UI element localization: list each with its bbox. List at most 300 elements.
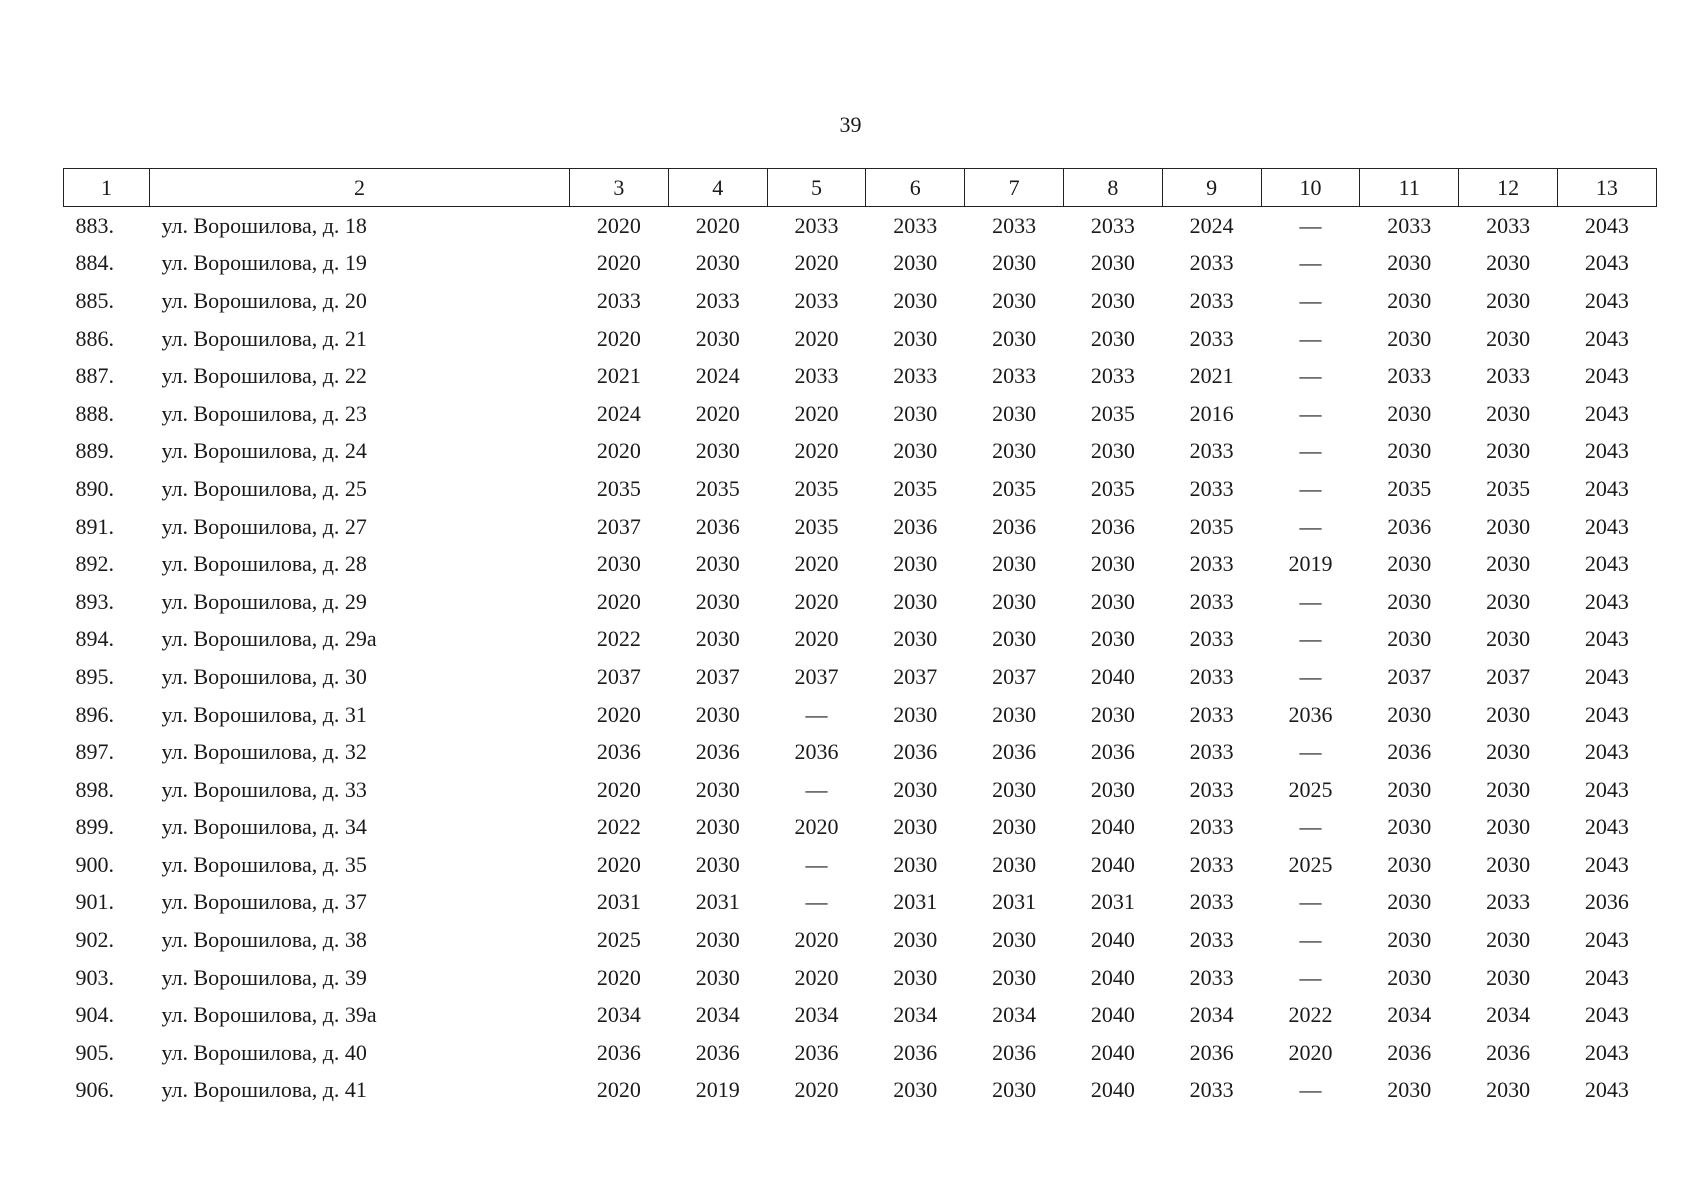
year-cell-col-10: 2022 bbox=[1288, 1002, 1333, 1028]
table-row bbox=[64, 245, 1657, 283]
year-cell-col-3: 2020 bbox=[596, 325, 641, 351]
table-row bbox=[64, 809, 1657, 847]
year-cell-col-9: 2033 bbox=[1189, 776, 1234, 802]
year-cell-col-3: 2020 bbox=[596, 438, 641, 464]
address-cell: ул. Ворошилова, д. 28 bbox=[161, 551, 367, 577]
year-cell-col-8: 2040 bbox=[1090, 663, 1135, 689]
year-cell-col-7: 2030 bbox=[992, 776, 1037, 802]
repair-schedule-table bbox=[63, 168, 1657, 1109]
year-cell-col-7: 2030 bbox=[992, 851, 1037, 877]
table-row bbox=[64, 508, 1657, 546]
year-cell-col-13: 2043 bbox=[1584, 1077, 1629, 1103]
year-cell-col-7: 2030 bbox=[992, 588, 1037, 614]
year-cell-col-4: 2030 bbox=[695, 626, 740, 652]
year-cell-col-13: 2043 bbox=[1584, 964, 1629, 990]
row-number-cell: 884. bbox=[75, 250, 114, 276]
year-cell-col-9: 2033 bbox=[1189, 663, 1234, 689]
row-number-cell: 897. bbox=[75, 739, 114, 765]
year-cell-col-3: 2037 bbox=[596, 663, 641, 689]
year-cell-col-8: 2035 bbox=[1090, 475, 1135, 501]
year-cell-col-8: 2030 bbox=[1090, 438, 1135, 464]
year-cell-col-5: — bbox=[805, 701, 828, 727]
year-cell-col-12: 2033 bbox=[1486, 889, 1531, 915]
year-cell-col-8: 2040 bbox=[1090, 927, 1135, 953]
year-cell-col-11: 2030 bbox=[1387, 889, 1432, 915]
year-cell-col-6: 2030 bbox=[893, 1077, 938, 1103]
year-cell-col-4: 2020 bbox=[695, 212, 740, 238]
year-cell-col-6: 2030 bbox=[893, 927, 938, 953]
year-cell-col-7: 2030 bbox=[992, 325, 1037, 351]
table-row bbox=[64, 696, 1657, 734]
year-cell-col-6: 2034 bbox=[893, 1002, 938, 1028]
year-cell-col-11: 2036 bbox=[1387, 1039, 1432, 1065]
row-number-cell: 895. bbox=[75, 663, 114, 689]
year-cell-col-12: 2030 bbox=[1486, 739, 1531, 765]
year-cell-col-8: 2030 bbox=[1090, 626, 1135, 652]
address-cell: ул. Ворошилова, д. 21 bbox=[161, 325, 367, 351]
year-cell-col-3: 2022 bbox=[596, 626, 641, 652]
year-cell-col-10: 2019 bbox=[1288, 551, 1333, 577]
year-cell-col-13: 2043 bbox=[1584, 513, 1629, 539]
column-header-7: 7 bbox=[965, 169, 1064, 207]
year-cell-col-8: 2036 bbox=[1090, 513, 1135, 539]
row-number-cell: 887. bbox=[75, 363, 114, 389]
table-row bbox=[64, 1034, 1657, 1072]
year-cell-col-8: 2033 bbox=[1090, 363, 1135, 389]
year-cell-col-7: 2036 bbox=[992, 739, 1037, 765]
address-cell: ул. Ворошилова, д. 23 bbox=[161, 400, 367, 426]
year-cell-col-8: 2033 bbox=[1090, 212, 1135, 238]
year-cell-col-6: 2030 bbox=[893, 287, 938, 313]
year-cell-col-7: 2033 bbox=[992, 363, 1037, 389]
year-cell-col-12: 2030 bbox=[1486, 438, 1531, 464]
year-cell-col-3: 2024 bbox=[596, 400, 641, 426]
address-cell: ул. Ворошилова, д. 41 bbox=[161, 1077, 367, 1103]
year-cell-col-11: 2030 bbox=[1387, 776, 1432, 802]
year-cell-col-6: 2036 bbox=[893, 513, 938, 539]
year-cell-col-11: 2030 bbox=[1387, 438, 1432, 464]
year-cell-col-12: 2030 bbox=[1486, 927, 1531, 953]
year-cell-col-6: 2031 bbox=[893, 889, 938, 915]
address-cell: ул. Ворошилова, д. 22 bbox=[161, 363, 367, 389]
year-cell-col-12: 2030 bbox=[1486, 588, 1531, 614]
year-cell-col-8: 2030 bbox=[1090, 250, 1135, 276]
year-cell-col-5: — bbox=[805, 889, 828, 915]
year-cell-col-6: 2030 bbox=[893, 701, 938, 727]
table-row bbox=[64, 395, 1657, 433]
year-cell-col-5: 2020 bbox=[794, 400, 839, 426]
year-cell-col-7: 2030 bbox=[992, 400, 1037, 426]
address-cell: ул. Ворошилова, д. 29 bbox=[161, 588, 367, 614]
year-cell-col-3: 2021 bbox=[596, 363, 641, 389]
year-cell-col-3: 2025 bbox=[596, 927, 641, 953]
year-cell-col-7: 2030 bbox=[992, 1077, 1037, 1103]
year-cell-col-12: 2033 bbox=[1486, 212, 1531, 238]
year-cell-col-9: 2033 bbox=[1189, 588, 1234, 614]
column-header-3: 3 bbox=[570, 169, 669, 207]
year-cell-col-10: — bbox=[1299, 438, 1322, 464]
year-cell-col-5: 2035 bbox=[794, 475, 839, 501]
year-cell-col-11: 2030 bbox=[1387, 626, 1432, 652]
table-row bbox=[64, 433, 1657, 471]
year-cell-col-4: 2030 bbox=[695, 551, 740, 577]
address-cell: ул. Ворошилова, д. 35 bbox=[161, 851, 367, 877]
year-cell-col-13: 2043 bbox=[1584, 739, 1629, 765]
year-cell-col-8: 2030 bbox=[1090, 701, 1135, 727]
year-cell-col-13: 2043 bbox=[1584, 212, 1629, 238]
row-number-cell: 900. bbox=[75, 851, 114, 877]
page-number: 39 bbox=[839, 112, 862, 137]
year-cell-col-9: 2033 bbox=[1189, 889, 1234, 915]
year-cell-col-10: 2036 bbox=[1288, 701, 1333, 727]
row-number-cell: 889. bbox=[75, 438, 114, 464]
year-cell-col-12: 2030 bbox=[1486, 551, 1531, 577]
year-cell-col-5: 2033 bbox=[794, 363, 839, 389]
year-cell-col-8: 2040 bbox=[1090, 1002, 1135, 1028]
year-cell-col-6: 2033 bbox=[893, 212, 938, 238]
row-number-cell: 905. bbox=[75, 1039, 114, 1065]
year-cell-col-6: 2030 bbox=[893, 626, 938, 652]
column-header-12: 12 bbox=[1459, 169, 1558, 207]
address-cell: ул. Ворошилова, д. 38 bbox=[161, 927, 367, 953]
year-cell-col-5: 2020 bbox=[794, 438, 839, 464]
year-cell-col-7: 2030 bbox=[992, 250, 1037, 276]
table-row bbox=[64, 846, 1657, 884]
column-header-8: 8 bbox=[1063, 169, 1162, 207]
year-cell-col-9: 2033 bbox=[1189, 964, 1234, 990]
table-row bbox=[64, 621, 1657, 659]
year-cell-col-13: 2043 bbox=[1584, 776, 1629, 802]
year-cell-col-3: 2020 bbox=[596, 250, 641, 276]
year-cell-col-13: 2043 bbox=[1584, 400, 1629, 426]
year-cell-col-3: 2036 bbox=[596, 1039, 641, 1065]
year-cell-col-3: 2035 bbox=[596, 475, 641, 501]
year-cell-col-13: 2043 bbox=[1584, 851, 1629, 877]
year-cell-col-12: 2030 bbox=[1486, 851, 1531, 877]
table-row bbox=[64, 771, 1657, 809]
year-cell-col-12: 2030 bbox=[1486, 701, 1531, 727]
year-cell-col-10: — bbox=[1299, 363, 1322, 389]
year-cell-col-11: 2030 bbox=[1387, 400, 1432, 426]
address-cell: ул. Ворошилова, д. 39 bbox=[161, 964, 367, 990]
year-cell-col-5: — bbox=[805, 851, 828, 877]
table-row bbox=[64, 357, 1657, 395]
year-cell-col-13: 2043 bbox=[1584, 250, 1629, 276]
year-cell-col-3: 2020 bbox=[596, 1077, 641, 1103]
address-cell: ул. Ворошилова, д. 37 bbox=[161, 889, 367, 915]
year-cell-col-9: 2033 bbox=[1189, 851, 1234, 877]
address-cell: ул. Ворошилова, д. 24 bbox=[161, 438, 367, 464]
year-cell-col-13: 2043 bbox=[1584, 438, 1629, 464]
year-cell-col-3: 2022 bbox=[596, 814, 641, 840]
year-cell-col-9: 2033 bbox=[1189, 814, 1234, 840]
column-header-2: 2 bbox=[150, 169, 570, 207]
year-cell-col-3: 2031 bbox=[596, 889, 641, 915]
year-cell-col-6: 2030 bbox=[893, 588, 938, 614]
column-header-11: 11 bbox=[1360, 169, 1459, 207]
year-cell-col-10: — bbox=[1299, 663, 1322, 689]
address-cell: ул. Ворошилова, д. 34 bbox=[161, 814, 367, 840]
year-cell-col-5: 2020 bbox=[794, 1077, 839, 1103]
header-row bbox=[64, 169, 1657, 207]
year-cell-col-4: 2037 bbox=[695, 663, 740, 689]
year-cell-col-10: 2020 bbox=[1288, 1039, 1333, 1065]
address-cell: ул. Ворошилова, д. 40 bbox=[161, 1039, 367, 1065]
year-cell-col-4: 2030 bbox=[695, 325, 740, 351]
year-cell-col-10: 2025 bbox=[1288, 851, 1333, 877]
year-cell-col-6: 2030 bbox=[893, 851, 938, 877]
row-number-cell: 906. bbox=[75, 1077, 114, 1103]
year-cell-col-6: 2030 bbox=[893, 964, 938, 990]
address-cell: ул. Ворошилова, д. 19 bbox=[161, 250, 367, 276]
year-cell-col-4: 2036 bbox=[695, 513, 740, 539]
year-cell-col-8: 2035 bbox=[1090, 400, 1135, 426]
year-cell-col-9: 2033 bbox=[1189, 927, 1234, 953]
year-cell-col-11: 2030 bbox=[1387, 964, 1432, 990]
column-header-10: 10 bbox=[1261, 169, 1360, 207]
year-cell-col-8: 2040 bbox=[1090, 1039, 1135, 1065]
year-cell-col-12: 2030 bbox=[1486, 964, 1531, 990]
year-cell-col-11: 2037 bbox=[1387, 663, 1432, 689]
year-cell-col-13: 2043 bbox=[1584, 588, 1629, 614]
year-cell-col-8: 2030 bbox=[1090, 325, 1135, 351]
year-cell-col-10: — bbox=[1299, 513, 1322, 539]
row-number-cell: 901. bbox=[75, 889, 114, 915]
year-cell-col-7: 2031 bbox=[992, 889, 1037, 915]
year-cell-col-11: 2033 bbox=[1387, 212, 1432, 238]
year-cell-col-5: 2020 bbox=[794, 927, 839, 953]
year-cell-col-6: 2035 bbox=[893, 475, 938, 501]
row-number-cell: 883. bbox=[75, 212, 114, 238]
year-cell-col-10: 2025 bbox=[1288, 776, 1333, 802]
year-cell-col-3: 2020 bbox=[596, 212, 641, 238]
row-number-cell: 890. bbox=[75, 475, 114, 501]
year-cell-col-6: 2037 bbox=[893, 663, 938, 689]
table-row bbox=[64, 320, 1657, 358]
year-cell-col-6: 2030 bbox=[893, 551, 938, 577]
year-cell-col-7: 2030 bbox=[992, 438, 1037, 464]
year-cell-col-5: 2020 bbox=[794, 325, 839, 351]
year-cell-col-11: 2030 bbox=[1387, 325, 1432, 351]
address-cell: ул. Ворошилова, д. 32 bbox=[161, 739, 367, 765]
address-cell: ул. Ворошилова, д. 27 bbox=[161, 513, 367, 539]
year-cell-col-5: 2035 bbox=[794, 513, 839, 539]
address-cell: ул. Ворошилова, д. 25 bbox=[161, 475, 367, 501]
year-cell-col-8: 2040 bbox=[1090, 851, 1135, 877]
year-cell-col-12: 2034 bbox=[1486, 1002, 1531, 1028]
table-row bbox=[64, 959, 1657, 997]
year-cell-col-7: 2030 bbox=[992, 551, 1037, 577]
year-cell-col-11: 2030 bbox=[1387, 701, 1432, 727]
year-cell-col-8: 2040 bbox=[1090, 814, 1135, 840]
year-cell-col-11: 2030 bbox=[1387, 814, 1432, 840]
year-cell-col-12: 2035 bbox=[1486, 475, 1531, 501]
row-number-cell: 898. bbox=[75, 776, 114, 802]
year-cell-col-10: — bbox=[1299, 626, 1322, 652]
year-cell-col-11: 2030 bbox=[1387, 927, 1432, 953]
year-cell-col-10: — bbox=[1299, 739, 1322, 765]
year-cell-col-11: 2033 bbox=[1387, 363, 1432, 389]
table-row bbox=[64, 282, 1657, 320]
year-cell-col-11: 2030 bbox=[1387, 287, 1432, 313]
year-cell-col-5: 2036 bbox=[794, 739, 839, 765]
year-cell-col-12: 2030 bbox=[1486, 250, 1531, 276]
year-cell-col-8: 2040 bbox=[1090, 1077, 1135, 1103]
year-cell-col-3: 2034 bbox=[596, 1002, 641, 1028]
year-cell-col-8: 2036 bbox=[1090, 739, 1135, 765]
table-row bbox=[64, 996, 1657, 1034]
year-cell-col-12: 2036 bbox=[1486, 1039, 1531, 1065]
year-cell-col-9: 2033 bbox=[1189, 475, 1234, 501]
year-cell-col-4: 2036 bbox=[695, 739, 740, 765]
year-cell-col-3: 2020 bbox=[596, 588, 641, 614]
year-cell-col-4: 2031 bbox=[695, 889, 740, 915]
year-cell-col-13: 2043 bbox=[1584, 927, 1629, 953]
year-cell-col-6: 2030 bbox=[893, 776, 938, 802]
year-cell-col-4: 2024 bbox=[695, 363, 740, 389]
year-cell-col-3: 2020 bbox=[596, 701, 641, 727]
year-cell-col-6: 2036 bbox=[893, 1039, 938, 1065]
year-cell-col-12: 2030 bbox=[1486, 513, 1531, 539]
year-cell-col-5: 2036 bbox=[794, 1039, 839, 1065]
year-cell-col-13: 2043 bbox=[1584, 701, 1629, 727]
year-cell-col-12: 2030 bbox=[1486, 814, 1531, 840]
year-cell-col-5: 2020 bbox=[794, 814, 839, 840]
year-cell-col-5: 2020 bbox=[794, 250, 839, 276]
year-cell-col-9: 2033 bbox=[1189, 701, 1234, 727]
year-cell-col-4: 2030 bbox=[695, 776, 740, 802]
year-cell-col-4: 2030 bbox=[695, 964, 740, 990]
address-cell: ул. Ворошилова, д. 31 bbox=[161, 701, 367, 727]
address-cell: ул. Ворошилова, д. 20 bbox=[161, 287, 367, 313]
year-cell-col-12: 2033 bbox=[1486, 363, 1531, 389]
table-row bbox=[64, 470, 1657, 508]
table-row bbox=[64, 921, 1657, 959]
year-cell-col-13: 2043 bbox=[1584, 287, 1629, 313]
row-number-cell: 902. bbox=[75, 927, 114, 953]
year-cell-col-5: 2020 bbox=[794, 964, 839, 990]
year-cell-col-4: 2019 bbox=[695, 1077, 740, 1103]
year-cell-col-9: 2033 bbox=[1189, 551, 1234, 577]
year-cell-col-10: — bbox=[1299, 400, 1322, 426]
row-number-cell: 892. bbox=[75, 551, 114, 577]
year-cell-col-9: 2035 bbox=[1189, 513, 1234, 539]
column-header-4: 4 bbox=[668, 169, 767, 207]
year-cell-col-11: 2034 bbox=[1387, 1002, 1432, 1028]
year-cell-col-4: 2030 bbox=[695, 814, 740, 840]
row-number-cell: 888. bbox=[75, 400, 114, 426]
year-cell-col-13: 2043 bbox=[1584, 325, 1629, 351]
year-cell-col-9: 2016 bbox=[1189, 400, 1234, 426]
year-cell-col-6: 2030 bbox=[893, 814, 938, 840]
year-cell-col-10: — bbox=[1299, 212, 1322, 238]
year-cell-col-13: 2043 bbox=[1584, 1002, 1629, 1028]
year-cell-col-3: 2030 bbox=[596, 551, 641, 577]
year-cell-col-8: 2040 bbox=[1090, 964, 1135, 990]
year-cell-col-4: 2034 bbox=[695, 1002, 740, 1028]
table-row bbox=[64, 884, 1657, 922]
year-cell-col-7: 2034 bbox=[992, 1002, 1037, 1028]
year-cell-col-9: 2033 bbox=[1189, 1077, 1234, 1103]
year-cell-col-6: 2030 bbox=[893, 400, 938, 426]
table-row bbox=[64, 733, 1657, 771]
year-cell-col-11: 2030 bbox=[1387, 551, 1432, 577]
year-cell-col-5: 2034 bbox=[794, 1002, 839, 1028]
year-cell-col-10: — bbox=[1299, 814, 1322, 840]
year-cell-col-5: 2020 bbox=[794, 626, 839, 652]
year-cell-col-7: 2037 bbox=[992, 663, 1037, 689]
row-number-cell: 903. bbox=[75, 964, 114, 990]
year-cell-col-12: 2037 bbox=[1486, 663, 1531, 689]
row-number-cell: 896. bbox=[75, 701, 114, 727]
year-cell-col-8: 2030 bbox=[1090, 551, 1135, 577]
row-number-cell: 885. bbox=[75, 287, 114, 313]
year-cell-col-7: 2030 bbox=[992, 964, 1037, 990]
year-cell-col-5: 2020 bbox=[794, 551, 839, 577]
address-cell: ул. Ворошилова, д. 39а bbox=[161, 1002, 377, 1028]
year-cell-col-7: 2033 bbox=[992, 212, 1037, 238]
year-cell-col-6: 2030 bbox=[893, 325, 938, 351]
year-cell-col-9: 2033 bbox=[1189, 287, 1234, 313]
year-cell-col-10: — bbox=[1299, 889, 1322, 915]
year-cell-col-5: — bbox=[805, 776, 828, 802]
year-cell-col-6: 2036 bbox=[893, 739, 938, 765]
table-row bbox=[64, 207, 1657, 245]
year-cell-col-3: 2020 bbox=[596, 964, 641, 990]
address-cell: ул. Ворошилова, д. 29а bbox=[161, 626, 377, 652]
year-cell-col-9: 2021 bbox=[1189, 363, 1234, 389]
year-cell-col-4: 2033 bbox=[695, 287, 740, 313]
year-cell-col-8: 2030 bbox=[1090, 287, 1135, 313]
column-header-9: 9 bbox=[1162, 169, 1261, 207]
year-cell-col-10: — bbox=[1299, 250, 1322, 276]
row-number-cell: 894. bbox=[75, 626, 114, 652]
year-cell-col-13: 2043 bbox=[1584, 626, 1629, 652]
year-cell-col-11: 2035 bbox=[1387, 475, 1432, 501]
column-header-1: 1 bbox=[64, 169, 150, 207]
year-cell-col-11: 2036 bbox=[1387, 513, 1432, 539]
row-number-cell: 899. bbox=[75, 814, 114, 840]
table-row bbox=[64, 658, 1657, 696]
year-cell-col-7: 2030 bbox=[992, 626, 1037, 652]
row-number-cell: 886. bbox=[75, 325, 114, 351]
year-cell-col-9: 2033 bbox=[1189, 438, 1234, 464]
table-row bbox=[64, 1072, 1657, 1110]
column-header-6: 6 bbox=[866, 169, 965, 207]
year-cell-col-5: 2033 bbox=[794, 287, 839, 313]
year-cell-col-9: 2036 bbox=[1189, 1039, 1234, 1065]
year-cell-col-8: 2031 bbox=[1090, 889, 1135, 915]
year-cell-col-3: 2020 bbox=[596, 851, 641, 877]
year-cell-col-13: 2043 bbox=[1584, 814, 1629, 840]
year-cell-col-9: 2033 bbox=[1189, 739, 1234, 765]
year-cell-col-8: 2030 bbox=[1090, 588, 1135, 614]
year-cell-col-4: 2020 bbox=[695, 400, 740, 426]
year-cell-col-4: 2030 bbox=[695, 851, 740, 877]
year-cell-col-11: 2030 bbox=[1387, 851, 1432, 877]
year-cell-col-13: 2036 bbox=[1584, 889, 1629, 915]
address-cell: ул. Ворошилова, д. 30 bbox=[161, 663, 367, 689]
year-cell-col-11: 2030 bbox=[1387, 588, 1432, 614]
year-cell-col-9: 2024 bbox=[1189, 212, 1234, 238]
year-cell-col-7: 2030 bbox=[992, 814, 1037, 840]
address-cell: ул. Ворошилова, д. 33 bbox=[161, 776, 367, 802]
year-cell-col-10: — bbox=[1299, 927, 1322, 953]
year-cell-col-13: 2043 bbox=[1584, 363, 1629, 389]
year-cell-col-4: 2035 bbox=[695, 475, 740, 501]
address-cell: ул. Ворошилова, д. 18 bbox=[161, 212, 367, 238]
year-cell-col-6: 2030 bbox=[893, 250, 938, 276]
